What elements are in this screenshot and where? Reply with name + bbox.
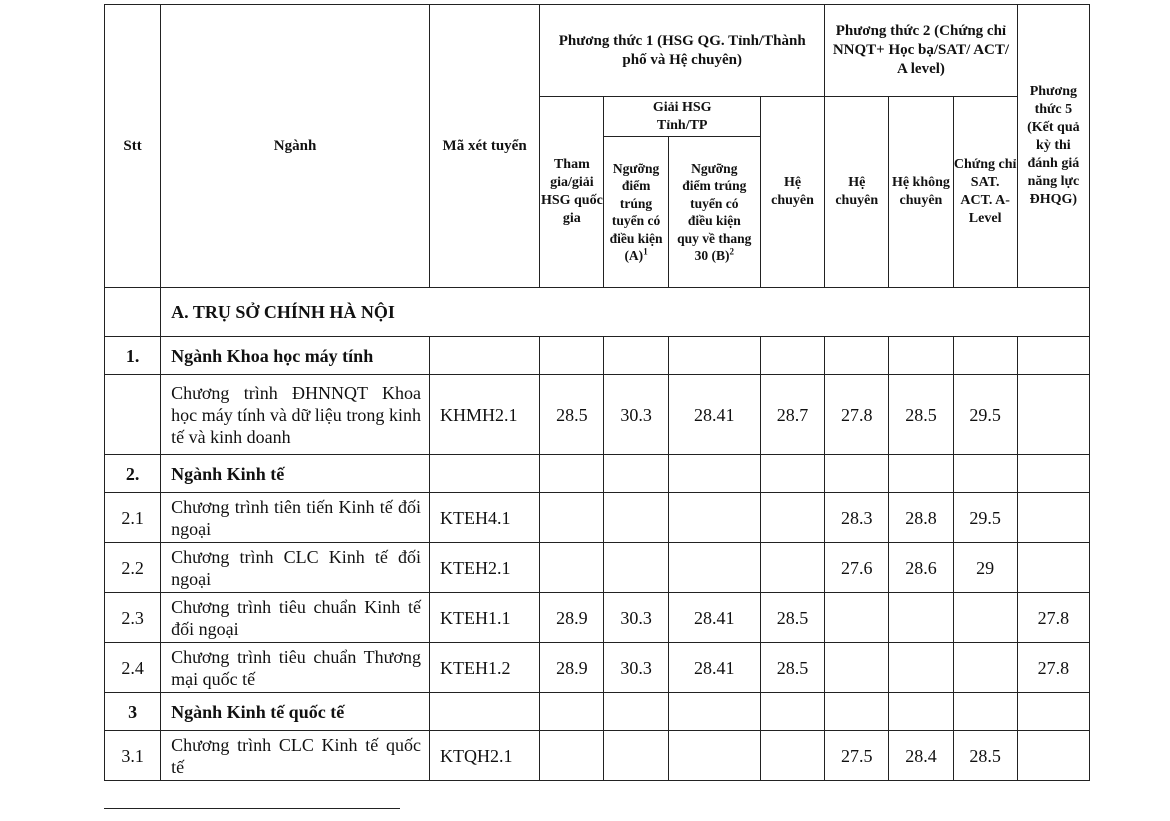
section-stt bbox=[105, 288, 161, 337]
program-name: Chương trình CLC Kinh tế đối ngoại bbox=[161, 543, 430, 593]
score-cell: 28.41 bbox=[668, 593, 760, 643]
score-cell bbox=[540, 543, 604, 593]
table-row bbox=[105, 643, 1090, 693]
empty-cell bbox=[540, 337, 604, 375]
empty-cell bbox=[668, 455, 760, 493]
empty-cell bbox=[668, 693, 760, 731]
row-stt: 1. bbox=[105, 337, 161, 375]
score-cell bbox=[760, 543, 824, 593]
score-cell: 28.9 bbox=[540, 643, 604, 693]
score-cell bbox=[953, 643, 1017, 693]
score-cell: 29 bbox=[953, 543, 1017, 593]
score-cell bbox=[1017, 493, 1089, 543]
section-title: A. TRỤ SỞ CHÍNH HÀ NỘI bbox=[161, 288, 1090, 337]
score-cell: 29.5 bbox=[953, 375, 1017, 455]
empty-cell bbox=[760, 337, 824, 375]
empty-cell bbox=[760, 693, 824, 731]
score-cell bbox=[1017, 375, 1089, 455]
row-stt bbox=[105, 375, 161, 455]
footnote-separator bbox=[104, 808, 400, 809]
score-cell: 27.8 bbox=[1017, 643, 1089, 693]
score-cell: 29.5 bbox=[953, 493, 1017, 543]
empty-cell bbox=[889, 455, 953, 493]
row-stt: 2.4 bbox=[105, 643, 161, 693]
score-cell: 27.8 bbox=[825, 375, 889, 455]
table-row bbox=[105, 375, 1090, 455]
program-code: KTQH2.1 bbox=[429, 731, 539, 781]
score-cell: 27.6 bbox=[825, 543, 889, 593]
header-pt2-he-chuyen: Hệ chuyên bbox=[825, 97, 889, 288]
empty-cell bbox=[825, 693, 889, 731]
header-phuong-thuc-1: Phương thức 1 (HSG QG. Tỉnh/Thành phố và Hệ chuyên) bbox=[540, 5, 825, 97]
header-phuong-thuc-5: Phương thức 5 (Kết quả kỳ thi đánh giá năng lực ĐHQG) bbox=[1017, 5, 1089, 288]
score-cell bbox=[889, 593, 953, 643]
score-cell bbox=[668, 731, 760, 781]
header-nguong-b: Ngưỡng điểm trúng tuyển có điều kiện quy về thang 30 $(B)^2$ bbox=[668, 137, 760, 288]
score-cell: 28.5 bbox=[760, 593, 824, 643]
score-cell: 28.5 bbox=[540, 375, 604, 455]
score-cell: 30.3 bbox=[604, 643, 668, 693]
header-stt: Stt bbox=[105, 5, 161, 288]
empty-cell bbox=[429, 337, 539, 375]
header-ma-xet-tuyen: Mã xét tuyển bbox=[429, 5, 539, 288]
score-cell: 28.5 bbox=[760, 643, 824, 693]
program-name: Chương trình tiêu chuẩn Thương mại quốc tế bbox=[161, 643, 430, 693]
group-name: Ngành Kinh tế quốc tế bbox=[161, 693, 430, 731]
group-row bbox=[105, 337, 1090, 375]
admission-score-table bbox=[104, 4, 1090, 781]
table-row bbox=[105, 543, 1090, 593]
header-nganh: Ngành bbox=[161, 5, 430, 288]
empty-cell bbox=[1017, 337, 1089, 375]
empty-cell bbox=[953, 693, 1017, 731]
empty-cell bbox=[540, 693, 604, 731]
score-cell: 28.41 bbox=[668, 375, 760, 455]
empty-cell bbox=[668, 337, 760, 375]
program-code: KTEH1.1 bbox=[429, 593, 539, 643]
score-cell: 30.3 bbox=[604, 375, 668, 455]
empty-cell bbox=[604, 455, 668, 493]
row-stt: 2.2 bbox=[105, 543, 161, 593]
program-name: Chương trình CLC Kinh tế quốc tế bbox=[161, 731, 430, 781]
group-row bbox=[105, 455, 1090, 493]
header-giai-hsg-tinh: Giải HSG Tỉnh/TP bbox=[604, 97, 760, 137]
empty-cell bbox=[889, 693, 953, 731]
score-cell bbox=[668, 543, 760, 593]
row-stt: 3 bbox=[105, 693, 161, 731]
score-cell: 28.7 bbox=[760, 375, 824, 455]
score-cell bbox=[540, 493, 604, 543]
row-stt: 3.1 bbox=[105, 731, 161, 781]
score-cell: 30.3 bbox=[604, 593, 668, 643]
score-cell: 28.4 bbox=[889, 731, 953, 781]
header-phuong-thuc-2: Phương thức 2 (Chứng chỉ NNQT+ Học bạ/SAT/ ACT/ A level) bbox=[825, 5, 1018, 97]
score-cell bbox=[825, 593, 889, 643]
score-cell: 28.8 bbox=[889, 493, 953, 543]
empty-cell bbox=[604, 337, 668, 375]
group-row bbox=[105, 693, 1090, 731]
program-name: Chương trình ĐHNNQT Khoa học máy tính và dữ liệu trong kinh tế và kinh doanh bbox=[161, 375, 430, 455]
header-nguong-a: Ngưỡng điểm trúng tuyển có điều kiện $(A)^1$ bbox=[604, 137, 668, 288]
score-cell bbox=[760, 731, 824, 781]
empty-cell bbox=[429, 455, 539, 493]
row-stt: 2. bbox=[105, 455, 161, 493]
score-cell bbox=[668, 493, 760, 543]
empty-cell bbox=[1017, 455, 1089, 493]
program-code: KHMH2.1 bbox=[429, 375, 539, 455]
score-cell: 28.9 bbox=[540, 593, 604, 643]
score-cell bbox=[760, 493, 824, 543]
empty-cell bbox=[1017, 693, 1089, 731]
program-code: KTEH2.1 bbox=[429, 543, 539, 593]
score-cell bbox=[1017, 543, 1089, 593]
table-row bbox=[105, 493, 1090, 543]
header-tham-gia-hsg: Tham gia/giải HSG quốc gia bbox=[540, 97, 604, 288]
program-code: KTEH4.1 bbox=[429, 493, 539, 543]
score-cell bbox=[1017, 731, 1089, 781]
empty-cell bbox=[540, 455, 604, 493]
score-cell bbox=[604, 493, 668, 543]
empty-cell bbox=[604, 693, 668, 731]
score-cell: 28.5 bbox=[953, 731, 1017, 781]
score-cell: 28.5 bbox=[889, 375, 953, 455]
empty-cell bbox=[825, 337, 889, 375]
score-cell: 27.8 bbox=[1017, 593, 1089, 643]
score-cell: 28.41 bbox=[668, 643, 760, 693]
program-code: KTEH1.2 bbox=[429, 643, 539, 693]
score-cell bbox=[540, 731, 604, 781]
group-name: Ngành Khoa học máy tính bbox=[161, 337, 430, 375]
score-cell: 28.6 bbox=[889, 543, 953, 593]
row-stt: 2.1 bbox=[105, 493, 161, 543]
row-stt: 2.3 bbox=[105, 593, 161, 643]
header-pt2-chung-chi: Chứng chỉ SAT. ACT. A-Level bbox=[953, 97, 1017, 288]
header-pt2-he-khong-chuyen: Hệ không chuyên bbox=[889, 97, 953, 288]
empty-cell bbox=[825, 455, 889, 493]
empty-cell bbox=[953, 337, 1017, 375]
score-cell bbox=[604, 543, 668, 593]
empty-cell bbox=[429, 693, 539, 731]
header-pt1-he-chuyen: Hệ chuyên bbox=[760, 97, 824, 288]
group-name: Ngành Kinh tế bbox=[161, 455, 430, 493]
score-cell: 27.5 bbox=[825, 731, 889, 781]
empty-cell bbox=[760, 455, 824, 493]
score-cell bbox=[953, 593, 1017, 643]
table-row bbox=[105, 593, 1090, 643]
score-cell bbox=[889, 643, 953, 693]
score-cell: 28.3 bbox=[825, 493, 889, 543]
empty-cell bbox=[953, 455, 1017, 493]
score-cell bbox=[825, 643, 889, 693]
score-cell bbox=[604, 731, 668, 781]
empty-cell bbox=[889, 337, 953, 375]
program-name: Chương trình tiêu chuẩn Kinh tế đối ngoại bbox=[161, 593, 430, 643]
table-row bbox=[105, 731, 1090, 781]
program-name: Chương trình tiên tiến Kinh tế đối ngoại bbox=[161, 493, 430, 543]
